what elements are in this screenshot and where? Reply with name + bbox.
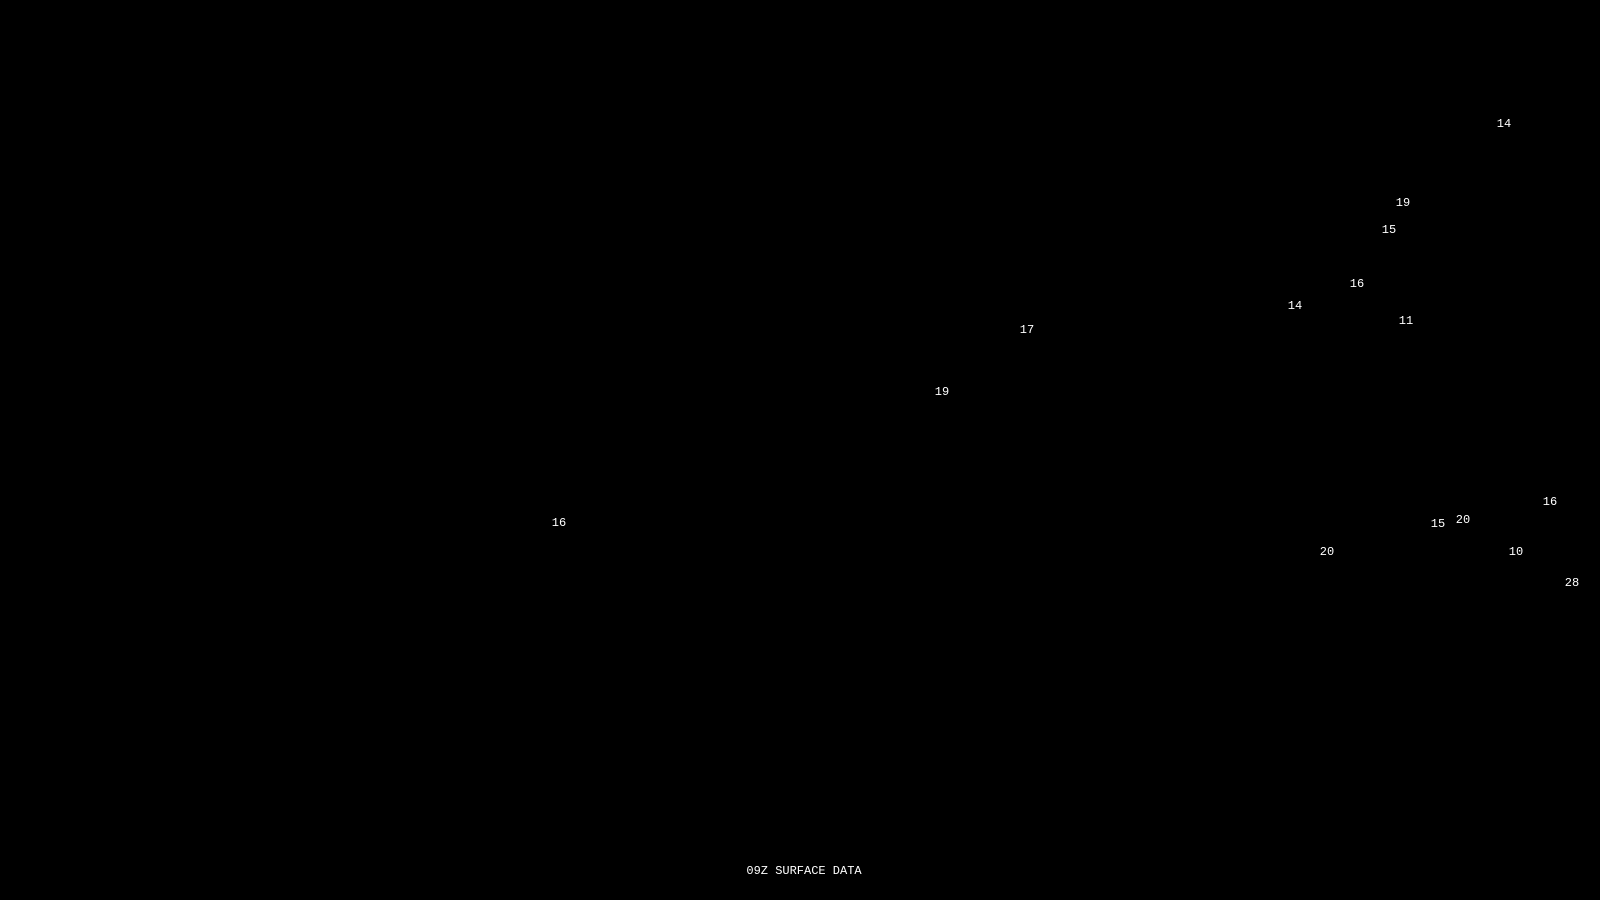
station-value: 28 — [1564, 576, 1580, 590]
station-value: 15 — [1430, 517, 1446, 531]
station-value: 19 — [1395, 196, 1411, 210]
station-value: 17 — [1019, 323, 1035, 337]
station-value: 16 — [1542, 495, 1558, 509]
station-value: 11 — [1398, 314, 1414, 328]
station-value: 20 — [1455, 513, 1471, 527]
station-value: 16 — [551, 516, 567, 530]
station-value: 16 — [1349, 277, 1365, 291]
station-value: 19 — [934, 385, 950, 399]
station-value: 14 — [1287, 299, 1303, 313]
station-value: 20 — [1319, 545, 1335, 559]
plot-caption: 09Z SURFACE DATA — [746, 864, 862, 878]
station-value: 10 — [1508, 545, 1524, 559]
station-value: 15 — [1381, 223, 1397, 237]
station-value: 14 — [1496, 117, 1512, 131]
